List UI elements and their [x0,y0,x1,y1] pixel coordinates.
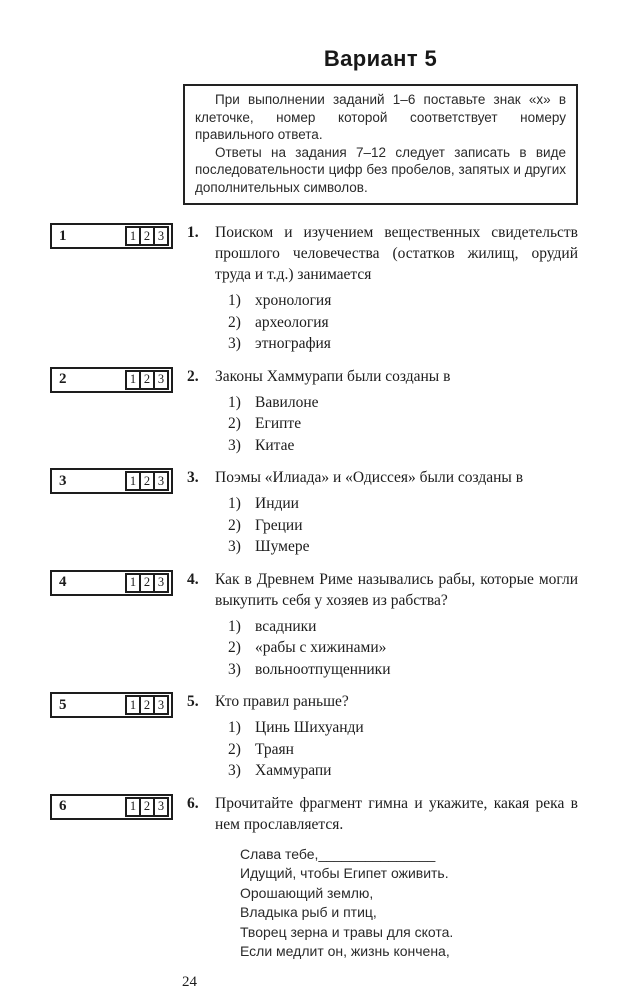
instructions-paragraph-1: При выполнении заданий 1–6 поставьте знак «х» в клеточке, номер которой соответствует номеру правильного ответа. [195,92,566,142]
option-label: Индии [255,495,299,512]
question-text-body: Прочитайте фрагмент гимна и укажите, какая река в нем прославляется. [215,794,578,833]
answer-cell-1: 1 [125,226,141,246]
answer-cell-3: 3 [153,471,169,491]
option-label: хронология [255,292,332,309]
question-number: 6. [187,794,199,812]
option-label: этнография [255,335,331,352]
option-marker: 3) [228,538,241,555]
option-marker: 2) [228,740,241,758]
option [228,312,578,334]
answer-box-label: 4 [59,574,67,590]
question-text-body: Законы Хаммурапи были созданы в [215,367,451,385]
option-label: Греции [255,516,303,534]
answer-box-label: 1 [59,227,67,244]
answer-box-2 [50,367,173,393]
question-block-1 [50,222,578,355]
answer-box-label: 2 [59,371,67,387]
hymn-fragment [240,845,578,962]
option-marker: 1) [228,393,241,411]
question-text [187,569,578,611]
option-label: Цинь Шихуанди [255,719,364,736]
answer-box-3 [50,468,173,494]
question-block-4 [50,569,578,681]
option [228,536,578,558]
option-marker: 3) [228,660,241,678]
question-text [187,222,578,285]
answer-cells [125,370,171,390]
question-block-6 [50,793,578,962]
option-label: «рабы с хижинами» [255,639,387,656]
answer-box-label: 5 [59,696,67,713]
poem-line: Владыка рыб и птиц, [240,904,377,920]
answer-box-6 [50,794,173,820]
answer-box-5 [50,692,173,718]
option-label: Вавилоне [255,393,319,411]
question-block-5 [50,691,578,782]
question-content [187,793,578,962]
answer-cell-1: 1 [125,695,141,715]
option [228,637,578,659]
question-number: 4. [187,570,199,588]
question-content [187,691,578,782]
options-list [228,392,578,457]
option [228,739,578,761]
poem-line: Идущий, чтобы Египет оживить. [240,865,449,881]
answer-cell-3: 3 [153,797,169,817]
options-list [228,717,578,782]
option-label: Хаммурапи [255,762,332,779]
answer-cell-2: 2 [139,471,155,491]
option [228,659,578,681]
option-marker: 2) [228,516,241,534]
option-label: Китае [255,436,295,454]
option-marker: 2) [228,639,241,656]
option-marker: 3) [228,436,241,454]
option [228,290,578,312]
option [228,493,578,515]
answer-box-4 [50,570,173,596]
option-label: Шумере [255,538,310,555]
question-text-body: Поиском и изучением вещественных свидетельств прошлого человечества (остатков жилищ, орудий труда и т.д.) занимается [215,224,578,283]
question-content [187,467,578,558]
option-marker: 1) [228,719,241,736]
question-content [187,366,578,457]
answer-cell-3: 3 [153,370,169,390]
answer-box-label: 3 [59,472,67,489]
options-list [228,290,578,355]
option-marker: 2) [228,313,241,331]
question-block-2 [50,366,578,457]
option-marker: 1) [228,495,241,512]
question-text [187,793,578,835]
option-label: всадники [255,617,317,635]
poem-line: Если медлит он, жизнь кончена, [240,943,450,959]
option-marker: 2) [228,415,241,432]
poem-line: Творец зерна и травы для скота. [240,923,454,940]
question-text-body: Поэмы «Илиада» и «Одиссея» были созданы в [215,469,524,486]
option-label: археология [255,313,329,331]
options-list [228,493,578,558]
question-text [187,691,578,712]
options-list [228,616,578,681]
option [228,435,578,457]
question-number: 5. [187,693,199,710]
answer-cell-3: 3 [153,573,169,593]
answer-cells [125,226,171,246]
option [228,760,578,782]
option [228,333,578,355]
option [228,717,578,739]
answer-cells [125,695,171,715]
instructions-paragraph-2: Ответы на задания 7–12 следует записать в виде последовательности цифр без пробелов, запятых и других дополнительных символов. [195,144,566,195]
answer-cell-2: 2 [139,226,155,246]
answer-cell-2: 2 [139,573,155,593]
answer-cells [125,573,171,593]
question-text-body: Как в Древнем Риме назывались рабы, которые могли выкупить себя у хозяев из рабства? [215,570,578,609]
option [228,616,578,638]
answer-cell-2: 2 [139,797,155,817]
option-label: вольноотпущенники [255,660,391,678]
question-number: 2. [187,367,199,385]
question-text [187,366,578,387]
answer-cell-1: 1 [125,797,141,817]
question-number: 1. [187,224,199,241]
answer-cells [125,471,171,491]
answer-cell-3: 3 [153,695,169,715]
option-marker: 1) [228,617,241,635]
answer-box-1 [50,223,173,249]
answer-cells [125,797,171,817]
question-content [187,222,578,355]
option-marker: 1) [228,292,241,309]
answer-box-label: 6 [59,798,67,814]
poem-line: Орошающий землю, [240,884,374,901]
answer-cell-2: 2 [139,695,155,715]
questions-list [0,222,627,962]
answer-cell-2: 2 [139,370,155,390]
question-text-body: Кто правил раньше? [215,693,349,710]
option [228,515,578,537]
option-marker: 3) [228,762,241,779]
poem-line: Слава тебе,_______________ [240,845,436,862]
question-number: 3. [187,469,199,486]
question-block-3 [50,467,578,558]
answer-cell-1: 1 [125,573,141,593]
option [228,413,578,435]
option-label: Траян [255,740,294,758]
option-marker: 3) [228,335,241,352]
instructions-box [183,84,578,205]
answer-cell-3: 3 [153,226,169,246]
question-text [187,467,578,488]
question-content [187,569,578,681]
option-label: Египте [255,415,302,432]
page-title: Вариант 5 [323,46,438,71]
option [228,392,578,414]
answer-cell-1: 1 [125,471,141,491]
answer-cell-1: 1 [125,370,141,390]
page-number: 24 [182,973,197,990]
